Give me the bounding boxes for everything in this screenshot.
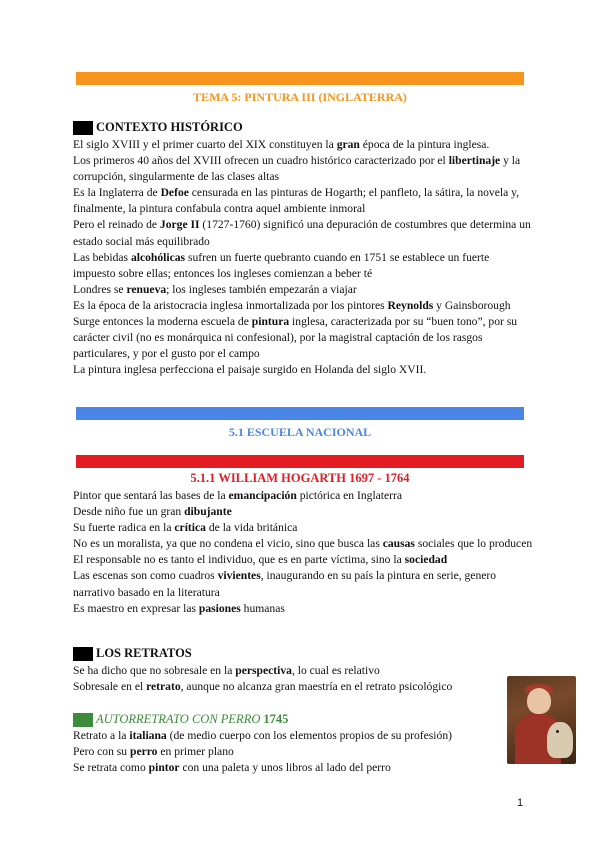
hogarth-text [73,488,533,617]
paragraph: Es maestro en expresar las pasiones humanas [73,601,285,615]
paragraph: Sobresale en el retrato, aunque no alcanza gran maestría en el retrato psicológico [73,680,453,694]
section-heading-hogarth: 5.1.1 WILLIAM HOGARTH 1697 - 1764 [190,471,410,485]
paragraph: Es la época de la aristocracia inglesa inmortalizada por los pintores Reynolds y Gainsborough [73,298,511,312]
black-square-icon [73,121,93,135]
paragraph: Surge entonces la moderna escuela de pintura inglesa, caracterizada por su “buen tono”, por su carácter civil (no es monárquica ni confesional), por la magistral captación de los rasgos particulares, y por el gusto por el campo [73,315,518,361]
paragraph: Se ha dicho que no sobresale en la perspectiva, lo cual es relativo [73,664,380,677]
artwork-year: 1745 [263,712,289,726]
paragraph: El siglo XVIII y el primer cuarto del XIX constituyen la gran época de la pintura inglesa. [73,138,490,151]
section-heading-autorretrato [73,712,288,727]
paragraph: Pero el reinado de Jorge II (1727-1760) significó una depuración de costumbres que determina un estado social más equilibrado [73,218,531,248]
paragraph: Se retrata como pintor con una paleta y unos libros al lado del perro [73,761,391,775]
paragraph: Pero con su perro en primer plano [73,745,234,759]
retratos-text [73,663,493,695]
green-square-icon [73,713,93,727]
document-title: TEMA 5: PINTURA III (INGLATERRA) [193,90,407,104]
section-heading-escuela: 5.1 ESCUELA NACIONAL [228,425,372,439]
paragraph: Su fuerte radica en la crítica de la vida británica [73,521,298,535]
contexto-text [73,137,533,378]
red-section-bar [76,455,524,468]
section-heading-label: LOS RETRATOS [96,646,192,660]
paragraph: Desde niño fue un gran dibujante [73,505,232,519]
paragraph: Retrato a la italiana (de medio cuerpo con los elementos propios de su profesión) [73,729,452,742]
autorretrato-text [73,728,493,776]
page-number: 1 [517,797,524,809]
paragraph: Las escenas son como cuadros vivientes, inaugurando en su país la pintura en serie, genero narrativo basado en la literatura [73,569,497,599]
paragraph: Es la Inglaterra de Defoe censurada en las pinturas de Hogarth; el panfleto, la sátira, la novela y, finalmente, la pintura confabula contra aquel ambiente inmoral [73,186,520,216]
section-heading-contexto [73,120,243,135]
orange-title-bar [76,72,524,85]
blue-section-bar [76,407,524,420]
paragraph: Londres se renueva; los ingleses también empezarán a viajar [73,282,357,296]
artwork-title: AUTORRETRATO CON PERRO [96,712,261,726]
self-portrait-with-dog-image [507,676,576,764]
paragraph: El responsable no es tanto el individuo, que es en parte víctima, sino la sociedad [73,553,448,567]
paragraph: No es un moralista, ya que no condena el vicio, sino que busca las causas sociales que lo producen [73,537,533,551]
paragraph: La pintura inglesa perfecciona el paisaje surgido en Holanda del siglo XVII. [73,363,427,377]
paragraph: Pintor que sentará las bases de la emancipación pictórica en Inglaterra [73,489,403,502]
section-heading-retratos [73,646,192,661]
black-square-icon [73,647,93,661]
section-heading-label: CONTEXTO HISTÓRICO [96,120,243,134]
paragraph: Las bebidas alcohólicas sufren un fuerte quebranto cuando en 1751 se establece un fuerte impuesto sobre ellas; entonces los ingleses comienzan a beber té [73,250,490,280]
paragraph: Los primeros 40 años del XVIII ofrecen un cuadro histórico caracterizado por el libertinaje y la corrupción, singularmente de las clases altas [73,154,521,184]
